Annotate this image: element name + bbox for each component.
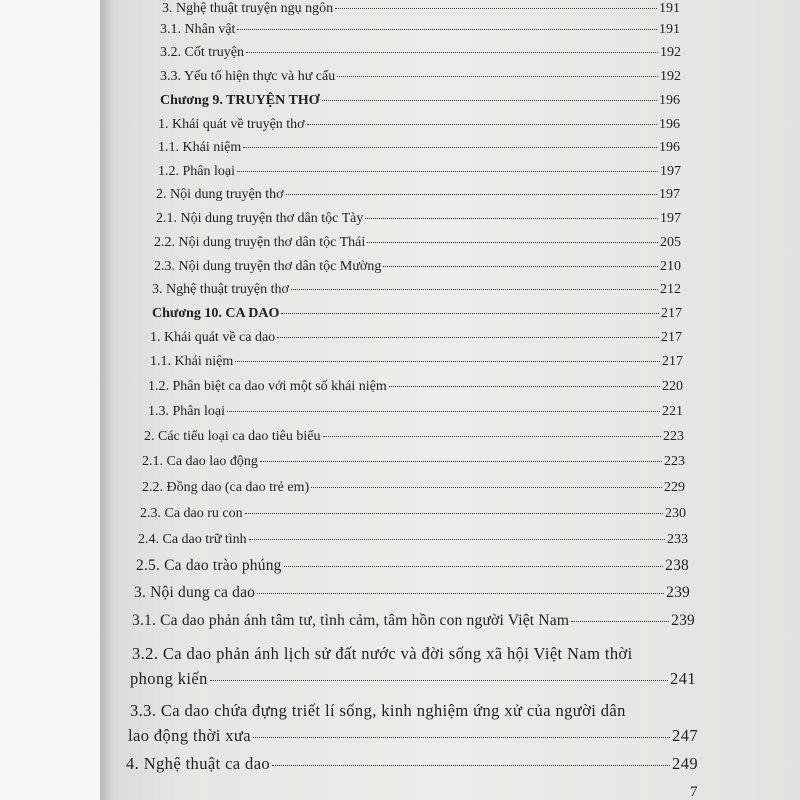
toc-entry [128, 727, 698, 745]
toc-entry-page: 197 [660, 164, 681, 179]
toc-entry-page: 217 [661, 306, 682, 321]
toc-entry [152, 281, 681, 299]
toc-chapter-title: Chương 10. CA DAO [152, 306, 280, 321]
toc-entry [156, 210, 681, 228]
toc-entry-title: 1.3. Phân loại [148, 404, 225, 419]
dot-leader [235, 361, 660, 362]
toc-entry-page: 223 [664, 454, 685, 469]
book-page [100, 0, 800, 800]
dot-leader [284, 566, 664, 567]
dot-leader [210, 680, 668, 681]
dot-leader [286, 194, 657, 195]
toc-entry [162, 0, 680, 18]
table-of-contents [100, 0, 800, 800]
dot-leader [323, 436, 662, 437]
dot-leader [272, 765, 670, 766]
dot-leader [571, 621, 669, 622]
toc-entry [126, 755, 698, 773]
toc-entry [160, 21, 680, 39]
dot-leader [277, 337, 659, 338]
toc-entry-title-cont: lao động thời xưa [128, 726, 251, 745]
dot-leader [291, 289, 658, 290]
toc-entry [144, 428, 684, 446]
dot-leader [367, 242, 658, 243]
dot-leader [246, 52, 658, 53]
dot-leader [237, 29, 657, 30]
toc-entry [158, 116, 680, 134]
toc-entry-title: 1.1. Khái niệm [150, 354, 234, 369]
toc-entry-title: 3. Nghệ thuật truyện ngụ ngôn [162, 1, 334, 16]
dot-leader [260, 461, 662, 462]
toc-entry [150, 329, 682, 347]
toc-entry [158, 163, 681, 181]
toc-entry-page: 229 [664, 480, 685, 495]
dot-leader [237, 171, 658, 172]
toc-entry-title: 3.2. Cốt truyện [160, 45, 244, 60]
dot-leader [337, 76, 658, 77]
dot-leader [253, 737, 670, 738]
toc-entry-page: 212 [660, 282, 681, 297]
toc-entry-page: 196 [659, 140, 680, 155]
toc-entry-page: 196 [659, 93, 680, 108]
toc-entry-title: 3.3. Yếu tố hiện thực và hư cấu [160, 69, 336, 84]
dot-leader [281, 313, 659, 314]
toc-entry-page: 217 [662, 354, 683, 369]
toc-entry-page: 233 [667, 532, 688, 547]
toc-entry [148, 378, 683, 396]
toc-entry-title: 2.1. Nội dung truyện thơ dân tộc Tày [156, 211, 364, 226]
footer-page-number: 7 [690, 784, 698, 800]
dot-leader [389, 386, 660, 387]
toc-entry-page: 241 [670, 669, 696, 688]
toc-chapter-title: Chương 9. TRUYỆN THƠ [160, 93, 320, 108]
toc-entry-page: 247 [672, 726, 698, 745]
toc-entry-page: 191 [659, 1, 680, 16]
toc-entry [140, 505, 686, 523]
toc-entry-title: 1.2. Phân biệt ca dao với một số khái niệm [148, 379, 387, 394]
toc-entry-page: 239 [666, 584, 690, 601]
toc-entry-title: 2.4. Ca dao trữ tình [138, 532, 247, 547]
toc-entry-page: 217 [661, 330, 682, 345]
toc-entry [156, 186, 680, 204]
toc-entry-title: 2.2. Nội dung truyện thơ dân tộc Thái [154, 235, 366, 250]
toc-entry-page: 210 [660, 259, 681, 274]
toc-entry-page: 196 [659, 117, 680, 132]
toc-entry-title: 2.3. Nội dung truyện thơ dân tộc Mường [154, 259, 382, 274]
toc-entry-title: 4. Nghệ thuật ca dao [126, 754, 271, 773]
toc-entry-title: 1.2. Phân loại [158, 164, 235, 179]
toc-entry-page: 192 [660, 45, 681, 60]
toc-entry-title: 2.3. Ca dao ru con [140, 506, 243, 521]
toc-entry [160, 44, 681, 62]
toc-entry-page: 205 [660, 235, 681, 250]
toc-entry-title-cont: phong kiến [130, 669, 208, 688]
toc-entry-page: 249 [672, 754, 698, 773]
dot-leader [335, 8, 657, 9]
toc-entry [160, 68, 681, 86]
toc-entry-title: 3. Nội dung ca dao [134, 584, 256, 601]
toc-chapter [160, 92, 680, 110]
toc-entry [150, 353, 683, 371]
toc-entry-title: 1. Khái quát về ca dao [150, 330, 276, 345]
toc-entry-page: 192 [660, 69, 681, 84]
toc-entry-title-line1: 3.3. Ca dao chứa đựng triết lí sống, kinh nghiệm ứng xử của người dân [130, 701, 626, 720]
toc-entry [154, 234, 681, 252]
dot-leader [243, 147, 657, 148]
toc-entry [142, 479, 685, 497]
toc-entry-title: 3. Nghệ thuật truyện thơ [152, 282, 289, 297]
toc-entry [134, 584, 690, 602]
toc-entry-title: 3.1. Ca dao phản ánh tâm tư, tình cảm, tâm hồn con người Việt Nam [132, 612, 570, 629]
toc-entry-title: 2. Nội dung truyện thơ [156, 187, 284, 202]
toc-entry [136, 557, 689, 575]
toc-entry-page: 191 [659, 22, 680, 37]
toc-entry-title: 2.5. Ca dao trào phúng [136, 557, 282, 574]
toc-entry-page: 238 [665, 557, 689, 574]
toc-entry-page: 197 [660, 211, 681, 226]
toc-entry-title-line1: 3.2. Ca dao phản ánh lịch sử đất nước và đời sống xã hội Việt Nam thời [132, 644, 633, 663]
toc-entry-title: 2. Các tiểu loại ca dao tiêu biểu [144, 429, 321, 444]
toc-entry [142, 453, 685, 471]
toc-entry-page: 223 [663, 429, 684, 444]
toc-entry-page: 230 [665, 506, 686, 521]
dot-leader [227, 411, 660, 412]
toc-entry-title: 2.1. Ca dao lao động [142, 454, 258, 469]
toc-entry-page: 239 [671, 612, 695, 629]
toc-entry-title: 2.2. Đồng dao (ca dao trẻ em) [142, 480, 310, 495]
toc-entry-page: 221 [662, 404, 683, 419]
dot-leader [383, 266, 658, 267]
toc-entry-title: 1. Khái quát về truyện thơ [158, 117, 305, 132]
dot-leader [365, 218, 658, 219]
dot-leader [307, 124, 657, 125]
toc-entry [158, 139, 680, 157]
toc-entry [154, 258, 681, 276]
dot-leader [257, 593, 664, 594]
toc-entry [148, 403, 683, 421]
dot-leader [249, 539, 665, 540]
toc-entry-title: 3.1. Nhân vật [160, 22, 236, 37]
toc-entry [138, 531, 688, 549]
toc-entry [132, 612, 695, 630]
toc-entry-title: 1.1. Khái niệm [158, 140, 242, 155]
dot-leader [322, 100, 657, 101]
toc-entry-page: 220 [662, 379, 683, 394]
dot-leader [245, 513, 663, 514]
toc-entry [130, 670, 696, 688]
dot-leader [311, 487, 662, 488]
toc-entry-page: 197 [659, 187, 680, 202]
toc-chapter [152, 305, 682, 323]
